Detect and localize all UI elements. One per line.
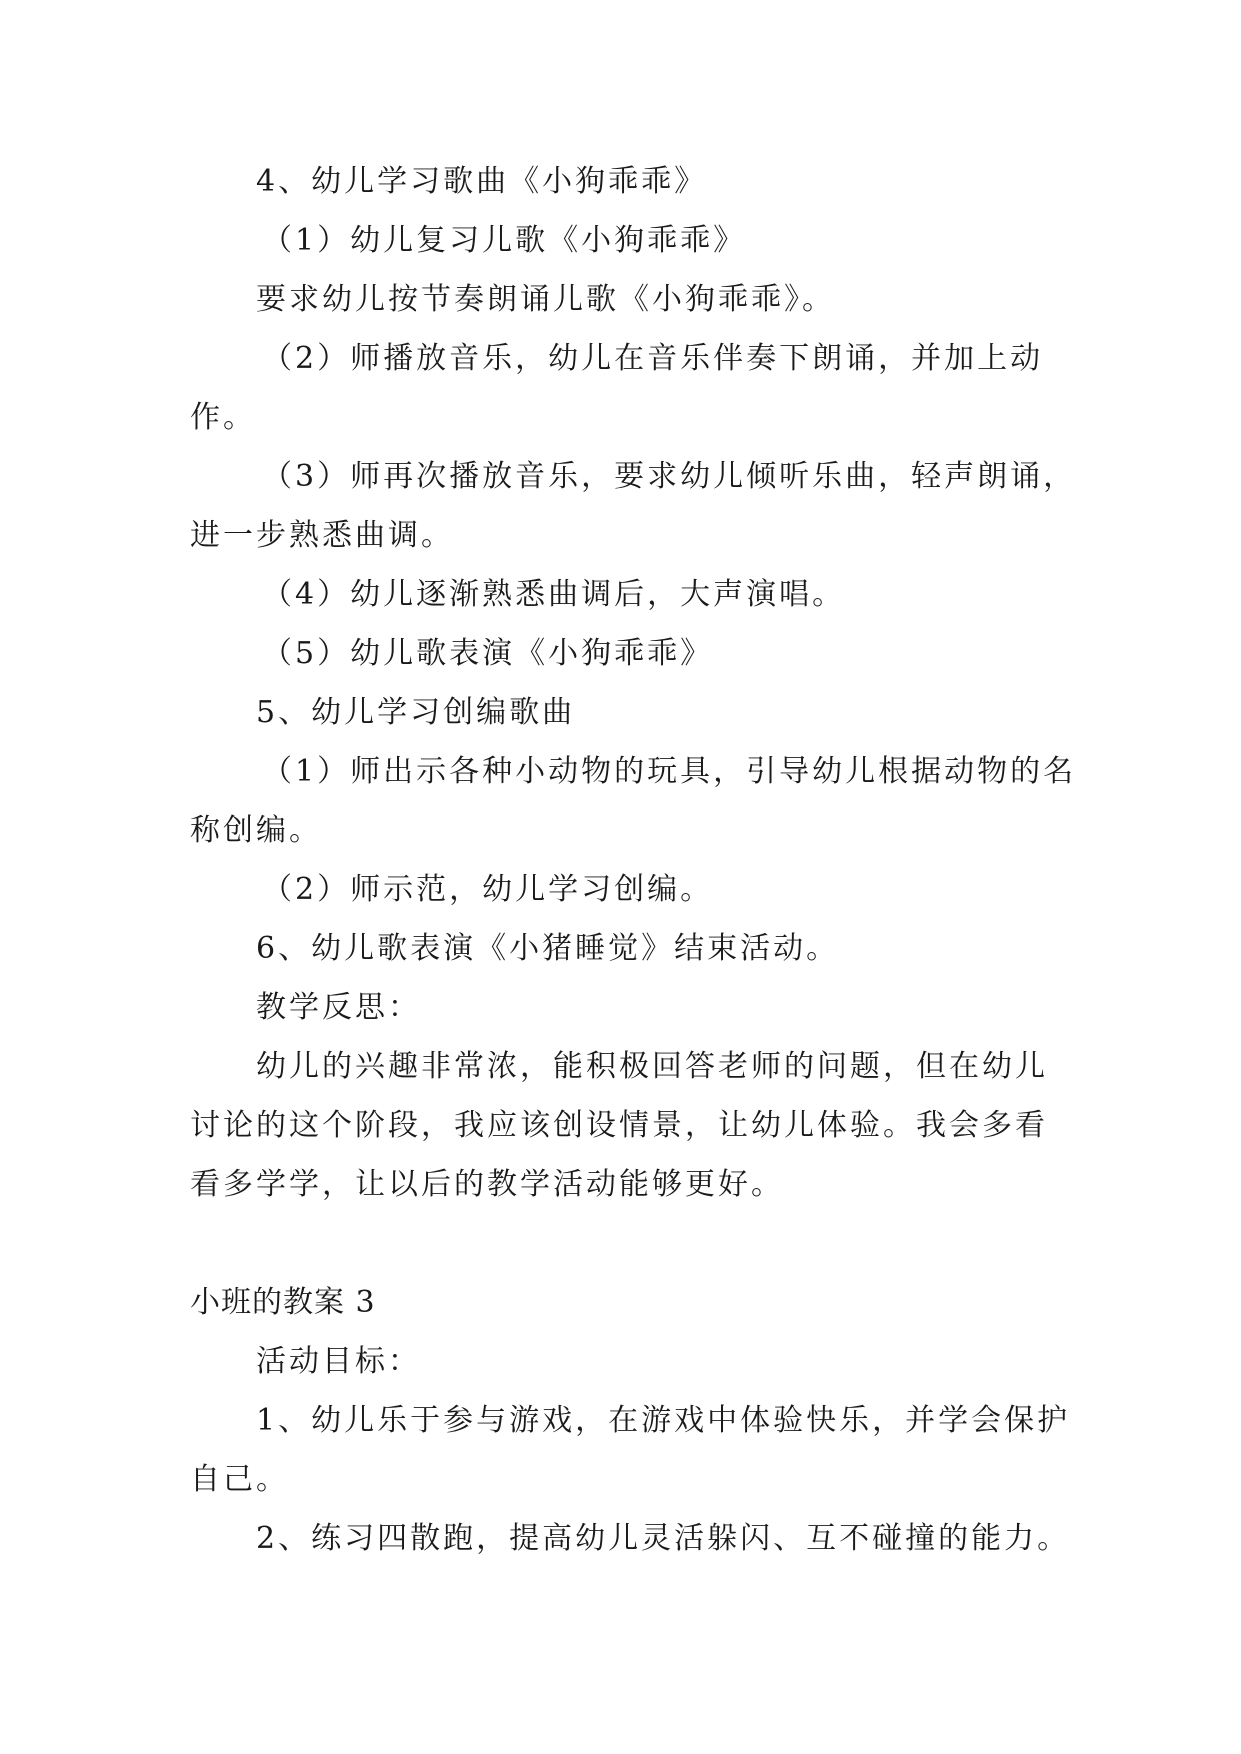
paragraph-step-5-2: （2）师示范，幼儿学习创编。 [262,872,714,907]
paragraph-requirement: 要求幼儿按节奏朗诵儿歌《小狗乖乖》。 [256,282,835,317]
document-body [190,152,1080,1568]
paragraph-goal-2: 2、练习四散跑，提高幼儿灵活躲闪、互不碰撞的能力。 [256,1521,1071,1556]
paragraph-step-4: 4、幼儿学习歌曲《小狗乖乖》 [256,164,708,199]
paragraph-goals-label: 活动目标： [256,1344,421,1379]
paragraph-step-4-3: （3）师再次播放音乐，要求幼儿倾听乐曲，轻声朗诵，进一步熟悉曲调。 [190,459,1077,553]
paragraph-goal-1: 1、幼儿乐于参与游戏，在游戏中体验快乐，并学会保护自己。 [190,1403,1071,1497]
paragraph-step-4-5: （5）幼儿歌表演《小狗乖乖》 [262,636,714,671]
paragraph-step-4-4: （4）幼儿逐渐熟悉曲调后，大声演唱。 [262,577,846,612]
paragraph-step-5: 5、幼儿学习创编歌曲 [256,695,576,730]
paragraph-step-4-2: （2）师播放音乐，幼儿在音乐伴奏下朗诵，并加上动作。 [190,341,1044,435]
paragraph-step-4-1: （1）幼儿复习儿歌《小狗乖乖》 [262,223,747,258]
paragraph-step-6: 6、幼儿歌表演《小猪睡觉》结束活动。 [256,931,840,966]
paragraph-reflection-label: 教学反思： [256,990,421,1025]
paragraph-reflection: 幼儿的兴趣非常浓，能积极回答老师的问题，但在幼儿讨论的这个阶段，我应该创设情景，让幼儿体验。我会多看看多学学，让以后的教学活动能够更好。 [190,1049,1048,1202]
section-title: 小班的教案 3 [190,1285,376,1320]
paragraph-step-5-1: （1）师出示各种小动物的玩具，引导幼儿根据动物的名称创编。 [190,754,1077,848]
